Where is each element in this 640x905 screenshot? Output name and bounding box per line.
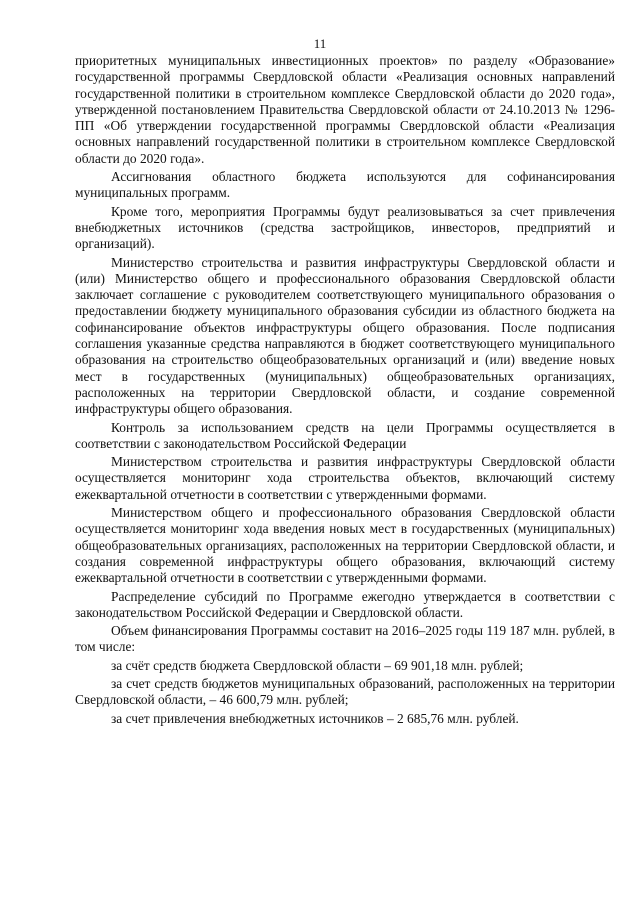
paragraph-control: Контроль за использованием средств на цели Программы осуществляется в соответствии с законодательством Российской Федерации (75, 419, 615, 451)
page-number: 11 (313, 36, 327, 51)
document-body (75, 53, 615, 727)
paragraph-financing-volume: Объем финансирования Программы составит на 2016–2025 годы 119 187 млн. рублей, в том числе: (75, 623, 615, 655)
paragraph-subsidy-distribution: Распределение субсидий по Программе ежегодно утверждается в соответствии с законодательством Российской Федерации и Свердловской области. (75, 588, 615, 620)
paragraph-education-monitoring: Министерством общего и профессионального образования Свердловской области осуществляется мониторинг хода введения новых мест в государственных (муниципальных) общеобразовательных организациях, расположенных на территории Свердловской области, и создания современной инфраструктуры общего образования, включающий систему ежеквартальной отчетности в соответствии с утвержденными формами. (75, 505, 615, 586)
paragraph-budget-allocations: Ассигнования областного бюджета используются для софинансирования муниципальных программ. (75, 169, 615, 201)
paragraph-municipal-budgets: за счет средств бюджетов муниципальных образований, расположенных на территории Свердловской области, – 46 600,79 млн. рублей; (75, 675, 615, 708)
paragraph-extrabudgetary-sources: за счет привлечения внебюджетных источников – 2 685,76 млн. рублей. (111, 710, 519, 726)
paragraph-continuation: приоритетных муниципальных инвестиционных проектов» по разделу «Образование» государственной программы Свердловской области «Реализация основных направлений государственной политики в строительном комплексе Свердловской области до 2020 года», утвержденной постановлением Правительства Свердловской области от 24.10.2013 № 1296-ПП «Об утверждении государственной программы Свердловской области «Реализация основных направлений государственной политики в строительном комплексе Свердловской области до 2020 года». (75, 53, 615, 166)
paragraph-extrabudgetary: Кроме того, мероприятия Программы будут реализовываться за счет привлечения внебюджетных источников (средства застройщиков, инвесторов, предприятий и организаций). (75, 203, 615, 252)
paragraph-regional-budget: за счёт средств бюджета Свердловской области – 69 901,18 млн. рублей; (111, 657, 524, 673)
paragraph-agreement: Министерство строительства и развития инфраструктуры Свердловской области и (или) Министерство общего и профессионального образования Свердловской области заключает соглашение с руководителем соответствующего муниципального образования о предоставлении бюджету муниципального образования субсидии из областного бюджета на софинансирование объектов инфраструктуры общего образования. После подписания соглашения указанные средства направляются в бюджет соответствующего муниципального образования на строительство общеобразовательных организаций и (или) введение новых мест в государственных (муниципальных) общеобразовательных организациях, расположенных на территории Свердловской области, и создание современной инфраструктуры общего образования. (75, 254, 615, 417)
paragraph-construction-monitoring: Министерством строительства и развития инфраструктуры Свердловской области осуществляется мониторинг хода строительства объектов, включающий систему ежеквартальной отчетности в соответствии с утвержденными формами. (75, 454, 615, 502)
